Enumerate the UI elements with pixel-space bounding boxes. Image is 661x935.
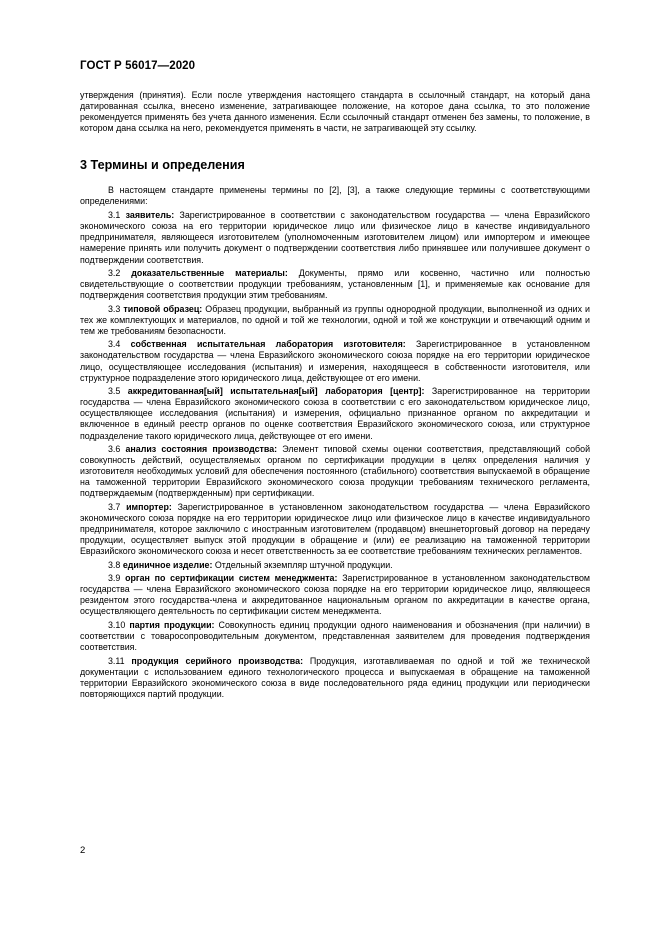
term-3-3 [80,304,590,337]
term-name: импортер: [126,501,172,512]
intro-paragraph: утверждения (принятия). Если после утверждения настоящего стандарта в ссылочный стандарт, на который дана датированная ссылка, внесено изменение, затрагивающее положение, на которое дана ссылка, то это положение рекомендуется применять без учета данного изменения. Если ссылочный стандарт отменен без замены, то положение, в котором дана ссылка на него, рекомендуется применять в части, не затрагивающей эту ссылку. [80,90,590,134]
section-title: 3 Термины и определения [80,158,245,173]
term-number: 3.1 [108,210,121,221]
term-definition: Документы, прямо или косвенно, частично или полностью свидетельствующие о соответствии продукции требованиям, установленным [1], и применяемые как основание для подтверждения соответствия продукции этим требованиям. [80,268,591,301]
term-3-9 [80,573,590,617]
term-3-5 [80,386,590,441]
term-name: типовой образец: [123,303,203,314]
term-definition: Зарегистрированное на территории государства — члена Евразийского экономического союза в соответствии с его законодательством юридическое лицо, осуществляющее исследования (испытания) и измерения, официально признанное органом по аккредитации и включенное в единый реестр органов по оценке соответствия Евразийского экономического союза, или структурное подразделение такого юридического лица, действующее от его имени. [80,386,590,441]
term-3-7 [80,502,590,557]
term-definition: Зарегистрированное в установленном законодательством государства — члена Евразийского экономического союза порядке на его территории юридическое лицо или физическое лицо в качестве индивидуального предпринимателя, которое заключило с иностранным изготовителем (продавцом) внешнеторговый договор на передачу продукции, осуществляет выпуск этой продукции в обращение и (или) ее реализацию на таможенной территории Евразийского экономического союза и несет ответственность за ее соответствие требованиям технических регламентов. [80,501,590,557]
term-name: единичное изделие: [122,559,213,570]
term-number: 3.11 [108,655,125,666]
document-header: ГОСТ Р 56017—2020 [80,60,196,72]
term-definition: Зарегистрированное в соответствии с законодательством государства — члена Евразийского экономического союза на его территории юридическое лицо или физическое лицо в качестве индивидуального предпринимателя, являющееся изготовителем (уполномоченным изготовителем лицом) или импортером и имеющее намерение принять или получить документ о подтверждении соответствия либо принявшее или получившее документ о подтверждении соответствия. [80,210,590,265]
term-number: 3.8 [108,559,121,570]
term-definition: Совокупность единиц продукции одного наименования и обозначения (при наличии) в соответствии с товаросопроводительным документом, представленная заявителем для проведения подтверждения соответствия. [80,619,591,653]
term-3-1 [80,210,590,265]
term-definition: Зарегистрированное в установленном законодательством государства — члена Евразийского экономического союза порядке на его территории юридическое лицо, осуществляющее исследования (испытания) и измерения, находящееся в собственности изготовителя, или структурное подразделение этого юридического лица, действующее от его имени. [80,339,591,383]
term-number: 3.5 [108,386,121,397]
term-3-8 [80,560,590,571]
term-definition: Элемент типовой схемы оценки соответствия, представляющий собой совокупность действий, осуществляемых органом по сертификации продукции в целях определения наличия у изготовителя необходимых условий для обеспечения постоянного (стабильного) соответствия выпускаемой в обращение на таможенной территории Евразийского экономического союза продукции требованиям технического регламента, подтверждаемым (подтвержденным) при сертификации. [80,443,591,499]
term-3-4 [80,339,590,383]
term-number: 3.3 [108,303,121,314]
page-number: 2 [80,845,86,856]
term-name: партия продукции: [129,619,215,630]
term-name: заявитель: [125,210,175,221]
term-3-11 [80,656,590,700]
term-3-6 [80,444,590,499]
term-number: 3.6 [108,443,121,454]
term-name: аккредитованная[ый] испытательная[ый] лаборатория [центр]: [127,386,425,397]
term-definition: Продукция, изготавливаемая по одной и той же технической документации с использованием единого технологического процесса и выпускаемая в обращение на таможенной территории Евразийского экономического союза в виде последовательного ряда единиц продукции или периодически повторяющихся партий продукции. [80,655,590,699]
section-lead: В настоящем стандарте применены термины по [2], [3], а также следующие термины с соответствующими определениями: [80,185,590,207]
term-name: собственная испытательная лаборатория изготовителя: [130,339,406,350]
term-number: 3.7 [108,501,121,512]
term-name: анализ состояния производства: [125,443,278,454]
term-name: доказательственные материалы: [131,268,288,279]
term-number: 3.9 [108,573,121,584]
term-number: 3.10 [108,619,126,630]
term-definition: Образец продукции, выбранный из группы однородной продукции, выполненной из одних и тех же комплектующих и материалов, по одной и той же технологии, одной и той же конструкции и отвечающий одним и тем же требованиям безопасности. [80,303,591,336]
term-name: продукция серийного производства: [131,655,304,666]
term-number: 3.2 [108,268,121,279]
term-definition: Отдельный экземпляр штучной продукции. [214,559,393,570]
term-definition: Зарегистрированное в установленном законодательством государства — члена Евразийского экономического союза порядке на его территории юридическое лицо, являющееся резидентом этого государства-члена и аккредитованное национальным органом по аккредитации в качестве органа, осуществляющего деятельность по сертификации систем менеджмента. [80,573,590,617]
term-3-10 [80,620,590,653]
term-number: 3.4 [108,339,121,350]
document-body [80,90,590,702]
term-name: орган по сертификации систем менеджмента: [125,573,338,584]
term-3-2 [80,268,590,301]
